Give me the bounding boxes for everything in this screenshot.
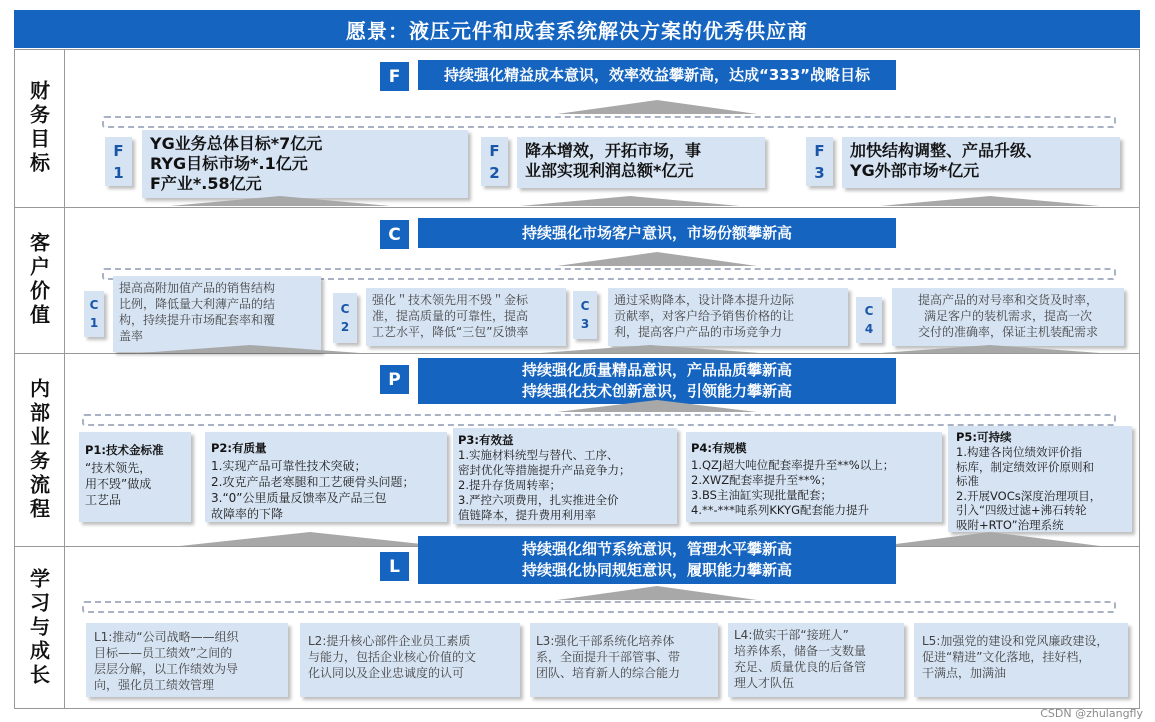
process-item-4 — [686, 432, 942, 522]
process-dash-band — [82, 414, 1116, 426]
process-item-title: P3:有效益 — [458, 433, 514, 447]
customer-tag-4 — [856, 297, 882, 343]
finance-tag-1 — [105, 137, 132, 186]
customer-value-4: 提高产品的对号率和交货及时率， 满足客户的装机需求，提高一次 交付的准确率，保证主机装配需求 — [892, 288, 1124, 346]
customer-tag-2 — [333, 293, 357, 343]
learning-item-5: L5:加强党的建设和党风廉政建设， 促进“精进”文化落地，挂好档， 干满点，加满油 — [914, 623, 1128, 697]
learning-letter-badge: L — [380, 552, 409, 581]
tag-text: F 1 — [113, 141, 124, 182]
customer-tag-1 — [84, 291, 104, 337]
process-item-title: P4:有规模 — [691, 441, 747, 455]
row-label-learning: 学习与成长 — [14, 546, 65, 709]
process-letter-badge: P — [380, 365, 409, 394]
row-divider — [14, 353, 1140, 354]
tag-text: C 1 — [89, 298, 99, 330]
finance-tag-2 — [481, 137, 508, 186]
customer-banner — [418, 218, 896, 248]
finance-banner-text: 持续强化精益成本意识，效率效益攀新高，达成“333”战略目标 — [443, 65, 871, 84]
customer-letter-badge: C — [380, 220, 409, 249]
tag-text: F 2 — [489, 141, 500, 182]
process-item-body: 1.实现产品可靠性技术突破； 2.攻克产品老寒腿和工艺硬骨头问题； 3.“0”公里质量反馈率及产品三包 故障率的下降 — [211, 459, 415, 521]
customer-value-1: 提高高附加值产品的销售结构 比例，降低量大利薄产品的结 构，持续提升市场配套率和覆 盖率 — [113, 276, 321, 352]
learning-banner-line-2: 持续强化协同规矩意识，履职能力攀新高 — [521, 561, 792, 579]
row-label-finance: 财务目标 — [14, 49, 65, 207]
process-banner-line-1: 持续强化质量精品意识，产品品质攀新高 — [521, 361, 792, 379]
learning-banner — [418, 536, 896, 584]
learning-item-3: L3:强化干部系统化培养体 系，全面提升干部管事、带 团队、培育新人的综合能力 — [530, 623, 718, 697]
arrow-up-icon — [880, 196, 1100, 206]
process-item-body: 1.实施材料统型与替代、工序、 密封优化等措施提升产品竞争力； 2.提升存货周转率； 3.严控六项费用，扎实推进全价 值链降本，提升费用利用率 — [458, 448, 631, 522]
process-item-title: P1:技术金标准 — [85, 443, 164, 457]
arrow-up-icon — [880, 532, 1100, 546]
arrow-up-icon — [170, 196, 390, 206]
tag-text: C 4 — [864, 304, 874, 336]
process-item-2 — [205, 432, 447, 522]
arrow-up-icon — [180, 532, 440, 546]
finance-banner — [418, 60, 896, 90]
arrow-up-icon — [880, 345, 1100, 353]
finance-goal-3: 加快结构调整、产品升级、 YG外部市场*亿元 — [842, 137, 1120, 188]
watermark: CSDN @zhulangfly — [1040, 707, 1143, 720]
finance-tag-3 — [806, 137, 833, 186]
tag-text: C 2 — [340, 302, 350, 334]
row-label-process: 内部业务流程 — [14, 353, 65, 546]
arrow-up-icon — [140, 345, 360, 353]
tag-text: F 3 — [814, 141, 825, 182]
arrow-up-icon — [557, 586, 757, 600]
arrow-up-icon — [540, 345, 760, 353]
process-item-5 — [948, 426, 1132, 532]
process-item-body: 1.QZJ超大吨位配套率提升至**%以上； 2.XWZ配套率提升至**%； 3.BS主油缸实现批量配套； 4.**-***吨系列KKYG配套能力提升 — [691, 458, 895, 517]
arrow-up-icon — [557, 400, 757, 412]
process-item-3 — [453, 428, 677, 524]
learning-banner-line-1: 持续强化细节系统意识，管理水平攀新高 — [521, 540, 792, 558]
customer-tag-3 — [573, 291, 597, 339]
learning-item-1: L1:推动“公司战略——组织 目标——员工绩效”之间的 层层分解，以工作绩效为导 向，强化员工绩效管理 — [86, 623, 288, 697]
vision-title: 愿景：液压元件和成套系统解决方案的优秀供应商 — [14, 10, 1140, 48]
finance-letter-badge: F — [380, 62, 409, 91]
learning-dash-band — [82, 601, 1116, 613]
process-banner-line-2: 持续强化技术创新意识，引领能力攀新高 — [521, 382, 792, 400]
arrow-up-icon — [520, 196, 740, 206]
process-item-title: P2:有质量 — [211, 441, 267, 455]
arrow-up-icon — [557, 252, 757, 266]
customer-banner-text: 持续强化市场客户意识，市场份额攀新高 — [521, 223, 792, 242]
process-item-title: P5:可持续 — [956, 430, 1012, 444]
customer-value-2: 强化＂技术领先用不毁＂金标 准，提高质量的可靠性，提高 工艺水平，降低“三包”反馈率 — [366, 288, 566, 346]
tag-text: C 3 — [580, 299, 590, 331]
arrow-up-icon — [557, 100, 757, 114]
learning-item-2: L2:提升核心部件企业员工素质 与能力，包括企业核心价值的文 化认同以及企业忠诚度的认可 — [300, 623, 520, 697]
learning-item-4: L4:做实干部“接班人” 培养体系，储备一支数量 充足、质量优良的后备管 理人才队伍 — [728, 623, 904, 697]
process-item-1 — [79, 432, 191, 522]
finance-goal-1: YG业务总体目标*7亿元 RYG目标市场*.1亿元 F产业*.58亿元 — [142, 130, 468, 198]
process-item-body: 1.构建各岗位绩效评价指 标库，制定绩效评价原则和 标准 2.开展VOCs深度治理项目， 引入“四级过滤+沸石转轮 吸附+RTO”治理系统 — [956, 445, 1102, 532]
customer-value-3: 通过采购降本，设计降本提升边际 贡献率，对客户给予销售价格的让 利，提高客户产品的市场竞争力 — [608, 288, 848, 346]
process-item-body: “技术领先， 用不毁”做成 工艺品 — [85, 461, 152, 507]
process-banner — [418, 358, 896, 404]
row-divider — [14, 207, 1140, 208]
finance-dash-band — [102, 116, 1116, 128]
row-label-customer: 客户价值 — [14, 207, 65, 353]
finance-goal-2: 降本增效，开拓市场，事 业部实现利润总额*亿元 — [517, 137, 765, 188]
